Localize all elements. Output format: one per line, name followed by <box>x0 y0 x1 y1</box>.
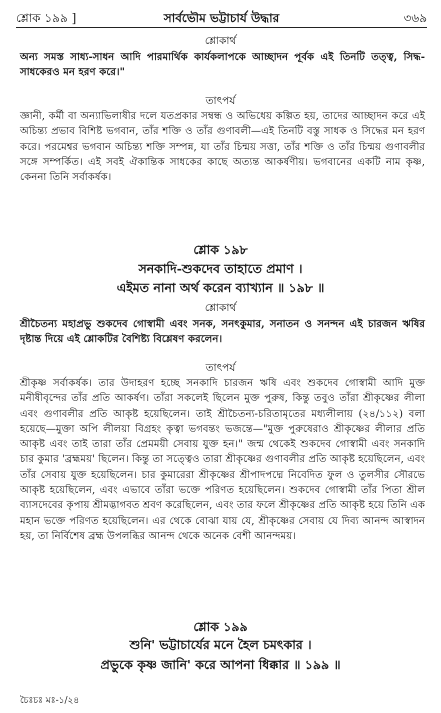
header-verse-ref: শ্লোক ১৯৯ ] <box>16 11 77 25</box>
running-header <box>16 9 427 28</box>
translation-heading: শ্লোকার্থ <box>204 302 237 314</box>
verse-line: প্রভুকে কৃষ্ণ জানি' করে আপনা ধিক্কার ॥ ১৯৯ ॥ <box>100 657 341 672</box>
purport-heading: তাৎপর্য <box>205 362 236 374</box>
verse-line: শুনি' ভট্টাচার্যের মনে হৈল চমৎকার । <box>129 637 312 652</box>
translation-text: শ্রীচৈতন্য মহাপ্রভু শুকদেব গোস্বামী এবং সনক, সনৎকুমার, সনাতন ও সনন্দন এই চারজন ঋষির দৃষ্টান্ত দিয়ে এই শ্লোকটির বৈশিষ্ট্য বিশ্লেষণ করলেন। <box>20 318 425 346</box>
purport-text: জ্ঞানী, কর্মী বা অন্যাভিলাষীর দলে যতপ্রকার সম্বন্ধ ও অভিধেয় কল্পিত হয়, তাদের আচ্ছাদন করে এই অচিন্ত্য প্রভাব বিশিষ্ট ভগবান, তাঁর শক্তি ও তাঁর গুণাবলী—এই তিনটি বস্তু সাধক ও সিদ্ধের মন হরণ করে। পরমেশ্বর ভগবান অচিন্ত্য শক্তি সম্পন্ন, যা তাঁর চিন্ময় সত্তা, তাঁর শক্তি ও তাঁর চিন্ময় গুণাবলীর সঙ্গে সম্পর্কিত। এই সবই ঐকান্তিক সাধকের কাছে অত্যন্ত আকর্ষণীয়। ভগবানের একটি নাম কৃষ্ণ, কেননা তিনি সর্বাকর্ষক। <box>20 111 425 184</box>
purport-heading: তাৎপর্য <box>205 95 236 107</box>
purport-text: শ্রীকৃষ্ণ সর্বাকর্ষক। তার উদাহরণ হচ্ছে সনকাদি চারজন ঋষি এবং শুকদেব গোস্বামী আদি মুক্ত মনীষীবৃন্দের তাঁর প্রতি আকর্ষণ। তাঁরা সকলেই ছিলেন মুক্ত পুরুষ, কিন্তু তবুও তাঁরা শ্রীকৃষ্ণের লীলা এবং গুণাবলীর প্রতি আকৃষ্ট হয়েছিলেন। তাই শ্রীচৈতন্য-চরিতামৃতের মধ্যলীলায় (২৪/১১২) বলা হয়েছে—মুক্তা অপি লীলয়া বিগ্রহং কৃত্বা ভগবন্তং ভজন্তে—"মুক্ত পুরুষেরাও শ্রীকৃষ্ণের লীলার প্রতি আকৃষ্ট এবং তাই তারা তাঁর প্রেমময়ী সেবায় যুক্ত হন।" জন্ম থেকেই শুকদেব গোস্বামী এবং সনকাদি চার কুমার 'ব্রহ্মময়' ছিলেন। কিন্তু তা সত্ত্বেও তারা শ্রীকৃষ্ণের গুণাবলীর প্রতি আকৃষ্ট হয়েছিলেন, এবং তাঁর সেবায় যুক্ত হয়েছিলেন। চার কুমারেরা শ্রীকৃষ্ণের শ্রীপাদপদ্মে নিবেদিত ফুল ও তুলসীর সৌরভে আকৃষ্ট হয়েছিলেন, এবং এভাবে তাঁরা ভক্তে পরিণত হয়েছিলেন। শুকদেব গোস্বামী তাঁর পিতা শ্রীল ব্যাসদেবের কৃপায় শ্রীমদ্ভাগবত শ্রবণ করেছিলেন, এবং তার ফলে শ্রীকৃষ্ণের প্রতি আকৃষ্ট হয়ে তিনি এক মহান ভক্তে পরিণত হয়েছিলেন। এর থেকে বোঝা যায় যে, শ্রীকৃষ্ণের সেবায় যে দিব্য আনন্দ আস্বাদন হয়, তা নির্বিশেষ ব্রহ্ম উপলব্ধির আনন্দ থেকে অনেক বেশী আনন্দময়। <box>20 378 425 542</box>
verse-line: এইমত নানা অর্থ করেন ব্যাখ্যান ॥ ১৯৮ ॥ <box>116 280 325 295</box>
signature-mark: চৈঃচঃ মঃ-১/২৪ <box>20 696 80 706</box>
verse-heading: শ্লোক ১৯৯ <box>193 619 248 634</box>
verse-heading: শ্লোক ১৯৮ <box>193 242 248 257</box>
header-chapter-title: সার্বভৌম ভট্টাচার্য উদ্ধার <box>163 11 280 25</box>
translation-text: অন্য সমস্ত সাধ্য-সাধন আদি পারমার্থিক কার্যকলাপকে আচ্ছাদন পূর্বক এই তিনটি তত্ত্ব, সিদ্ধ-সাধকেরও মন হরণ করে।" <box>20 51 425 79</box>
verse-line: সনকাদি-শুকদেব তাহাতে প্রমাণ । <box>138 261 303 276</box>
header-page-number: ৩৬৯ <box>403 11 427 25</box>
translation-heading: শ্লোকার্থ <box>204 35 237 47</box>
